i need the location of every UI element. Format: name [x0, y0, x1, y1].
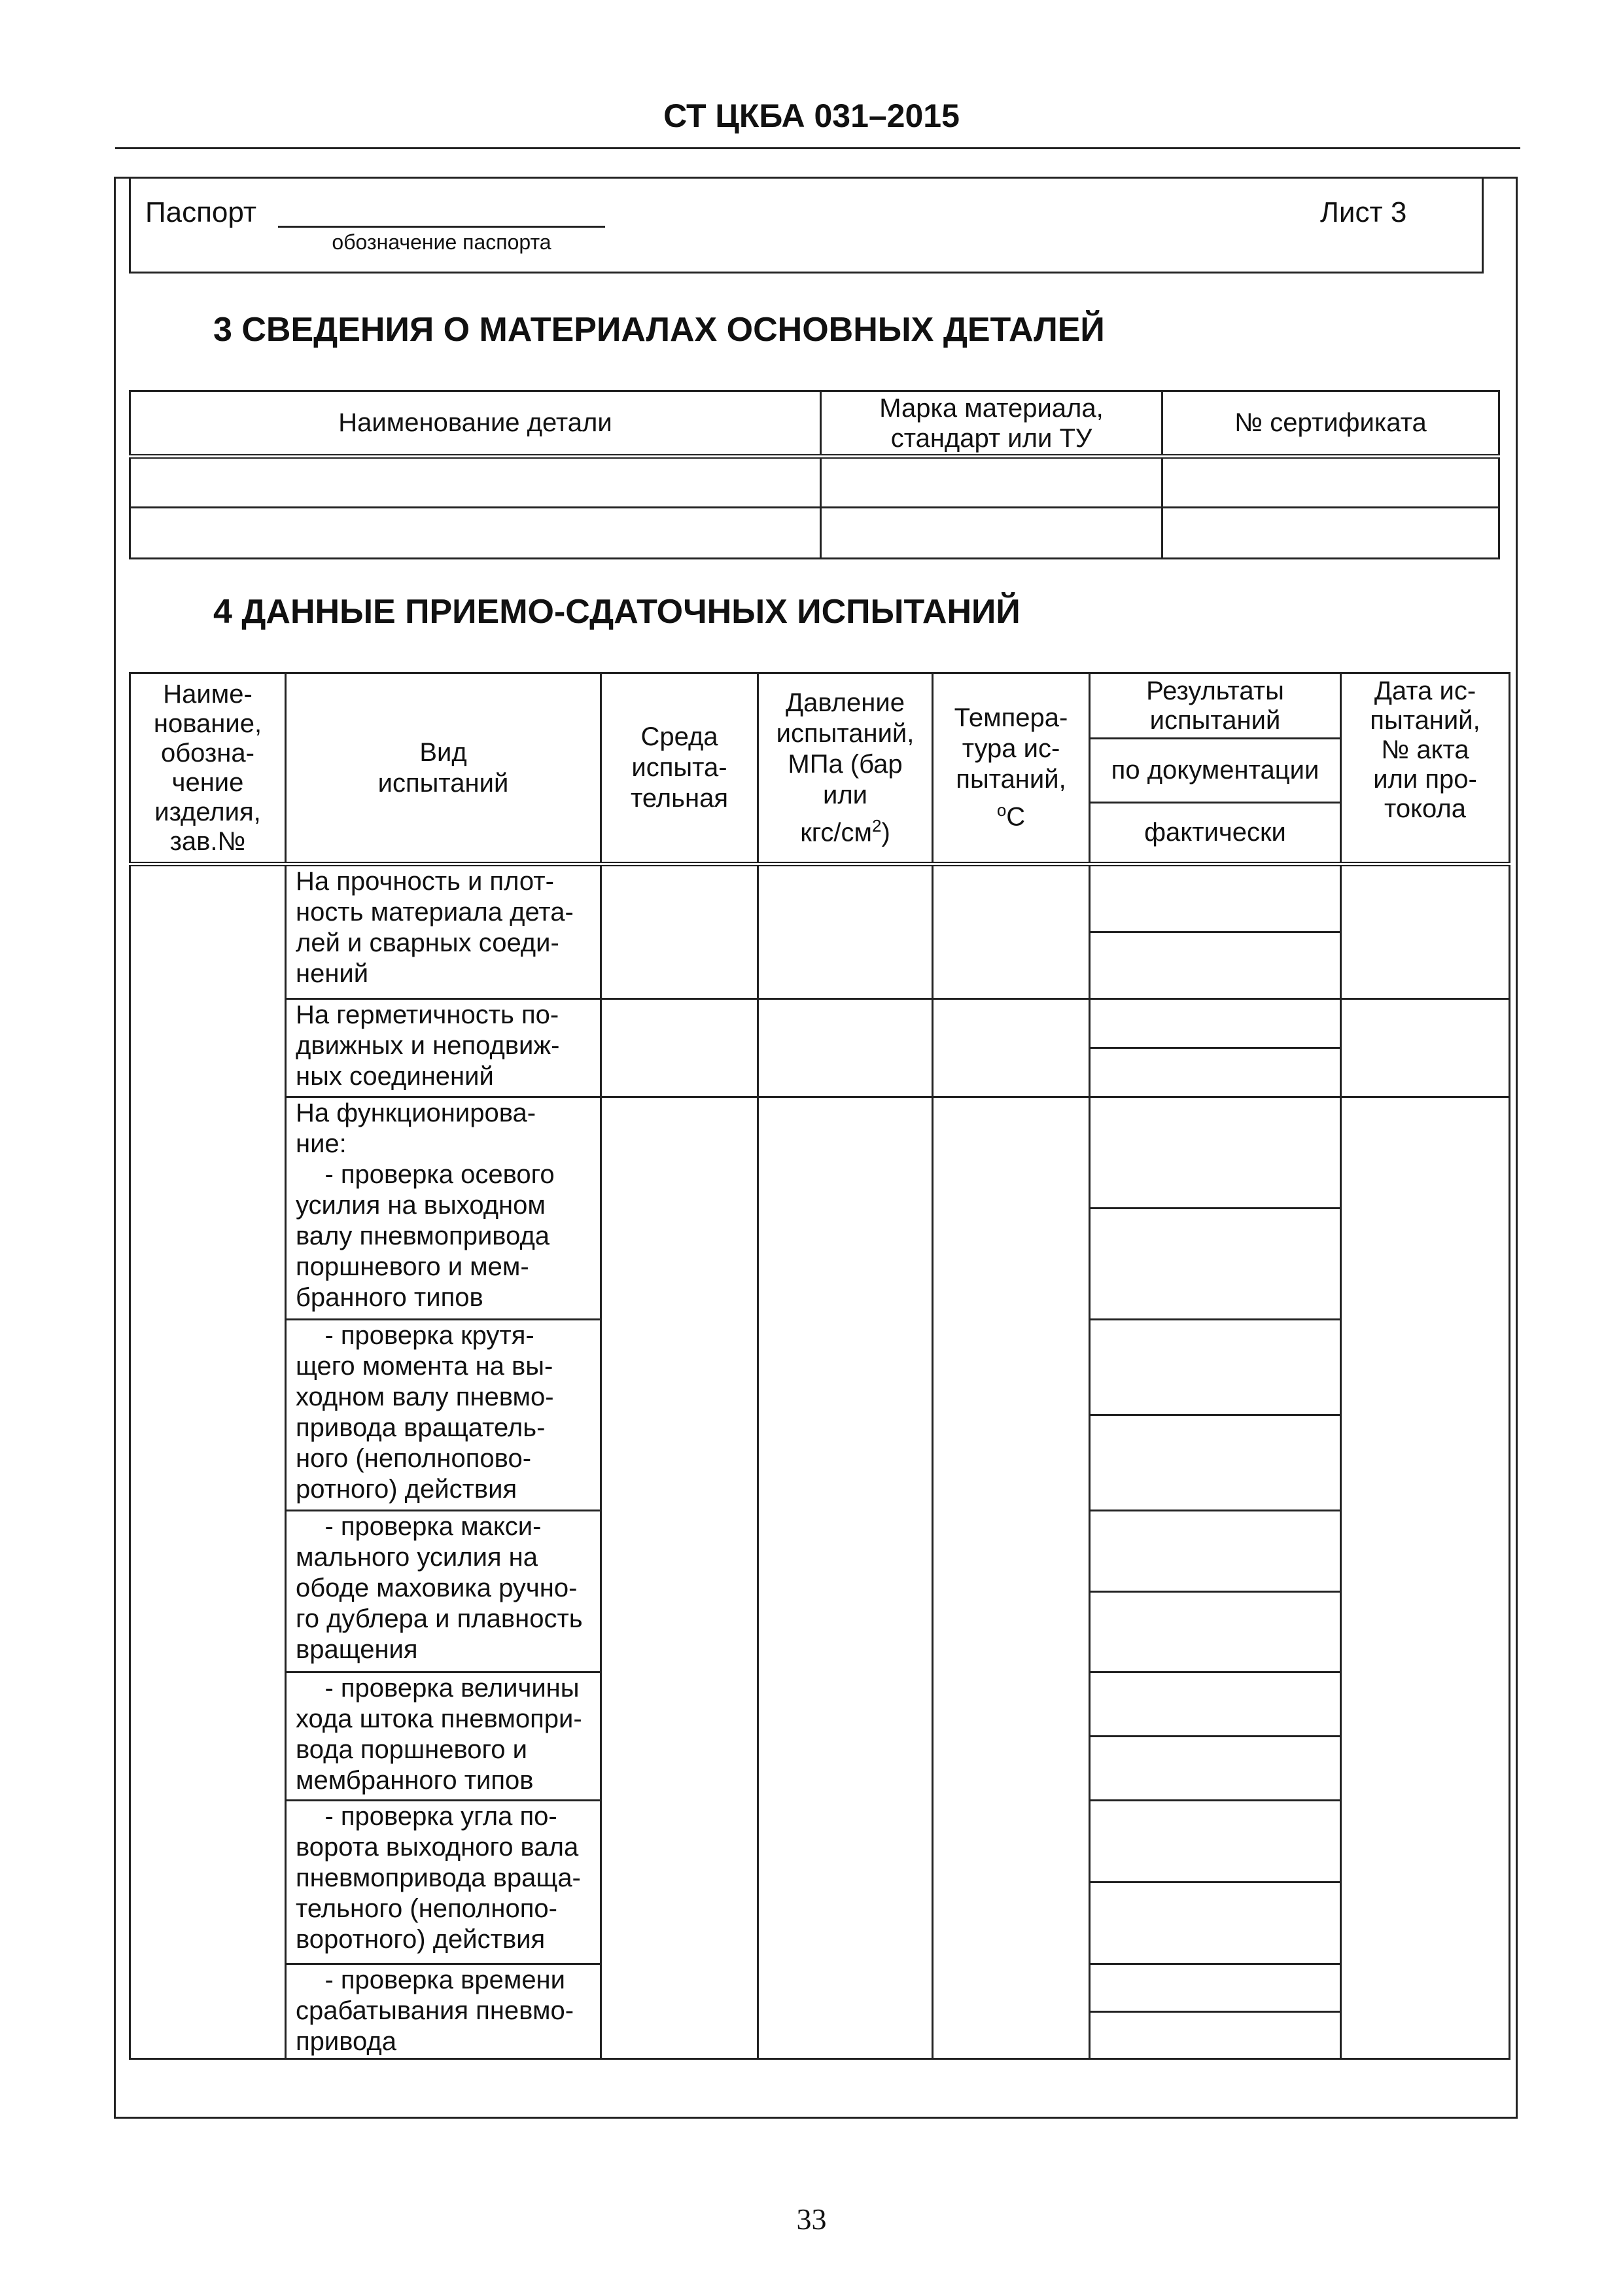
table-row: [130, 1097, 1510, 1320]
table-cell[interactable]: [601, 1097, 758, 2059]
table-cell[interactable]: [1341, 999, 1510, 1097]
materials-header-row: [130, 391, 1499, 457]
results-cell: [1090, 1320, 1341, 1511]
test-tightness: На герметичность по- движных и неподвиж- ных соединений: [286, 999, 601, 1097]
result-docs-value[interactable]: [1091, 1000, 1340, 1047]
temperature-unit: С: [1006, 802, 1026, 832]
results-cell: [1090, 1964, 1341, 2059]
sheet-number: Лист 3: [1320, 196, 1407, 228]
col-test-temperature: [933, 673, 1090, 864]
table-cell[interactable]: [821, 457, 1162, 508]
result-docs-value[interactable]: [1091, 1511, 1340, 1591]
table-cell[interactable]: [601, 999, 758, 1097]
results-cell: [1090, 864, 1341, 999]
result-actual-value[interactable]: [1091, 1591, 1340, 1672]
results-label: Результаты испытаний: [1146, 676, 1284, 735]
result-docs-value[interactable]: [1091, 1320, 1340, 1414]
result-actual-value[interactable]: [1091, 1881, 1340, 1963]
passport-field-caption: обозначение паспорта: [332, 230, 551, 254]
table-cell[interactable]: [1341, 864, 1510, 999]
header-rule: [115, 147, 1520, 149]
col-test-type: Вид испытаний: [286, 673, 601, 864]
table-cell[interactable]: [1162, 457, 1499, 508]
result-actual-value[interactable]: [1091, 2011, 1340, 2058]
table-cell[interactable]: [758, 1097, 933, 2059]
table-cell[interactable]: [821, 508, 1162, 559]
table-cell[interactable]: [601, 864, 758, 999]
table-cell[interactable]: [933, 864, 1090, 999]
materials-table: [129, 390, 1500, 559]
test-strength: На прочность и плот- ность материала дета- лей и сварных соеди- нений: [286, 864, 601, 999]
col-material-grade: Марка материала, стандарт или ТУ: [821, 391, 1162, 457]
pressure-label-end: ): [881, 818, 890, 847]
results-cell: [1090, 1672, 1341, 1801]
col-test-date: Дата ис- пытаний, № акта или про- токола: [1341, 673, 1510, 864]
result-docs-value[interactable]: [1091, 1098, 1340, 1207]
table-cell[interactable]: [1162, 508, 1499, 559]
tests-header-row: [130, 673, 1510, 864]
table-cell[interactable]: [933, 999, 1090, 1097]
col-part-name: Наименование детали: [130, 391, 821, 457]
table-cell[interactable]: [758, 999, 933, 1097]
test-stroke: - проверка величины хода штока пневмопри- вода поршневого и мембранного типов: [286, 1672, 601, 1801]
table-row: [130, 999, 1510, 1097]
col-test-pressure: [758, 673, 933, 864]
results-cell: [1090, 1097, 1341, 1320]
degree-sign: о: [996, 800, 1007, 821]
tests-table: [129, 672, 1510, 2060]
table-row: [130, 508, 1499, 559]
result-docs-value[interactable]: [1091, 866, 1340, 931]
result-actual-value[interactable]: [1091, 931, 1340, 998]
col-test-medium: Среда испыта- тельная: [601, 673, 758, 864]
table-cell[interactable]: [130, 457, 821, 508]
result-actual-value[interactable]: [1091, 1207, 1340, 1318]
pressure-superscript: 2: [872, 815, 882, 836]
col-test-results: [1090, 673, 1341, 864]
result-actual-value[interactable]: [1091, 1047, 1340, 1096]
results-actual: фактически: [1091, 802, 1340, 862]
col-item-designation: Наиме- нование, обозна- чение изделия, зав.№: [130, 673, 286, 864]
table-row: [130, 457, 1499, 508]
test-rotation-angle: - проверка угла по- ворота выходного вала пневмопривода враща- тельного (неполнопо- воротного) действия: [286, 1801, 601, 1964]
passport-box: [129, 177, 1484, 274]
passport-label: Паспорт: [145, 196, 257, 228]
table-cell[interactable]: [758, 864, 933, 999]
pressure-label: Давление испытаний, МПа (бар или кгс/см: [776, 688, 915, 847]
result-actual-value[interactable]: [1091, 1414, 1340, 1510]
result-actual-value[interactable]: [1091, 1735, 1340, 1799]
page-number: 33: [796, 2202, 827, 2236]
test-handwheel-force: - проверка макси- мального усилия на ободе маховика ручно- го дублера и плавность вращения: [286, 1511, 601, 1672]
table-cell[interactable]: [130, 508, 821, 559]
passport-number-field[interactable]: [278, 226, 605, 228]
table-cell[interactable]: [130, 864, 286, 2059]
test-axial-force: На функционирова- ние: - проверка осевого усилия на выходном валу пневмопривода поршневого и мем- бранного типов: [286, 1097, 601, 1320]
results-cell: [1090, 999, 1341, 1097]
section-4-title: 4 ДАННЫЕ ПРИЕМО-СДАТОЧНЫХ ИСПЫТАНИЙ: [213, 593, 1021, 631]
result-docs-value[interactable]: [1091, 1965, 1340, 2011]
results-cell: [1090, 1801, 1341, 1964]
test-torque: - проверка крутя- щего момента на вы- ходном валу пневмо- привода вращатель- ного (неполнопово- ротного) действия: [286, 1320, 601, 1511]
temperature-label: Темпера- тура ис- пытаний,: [954, 703, 1068, 794]
result-docs-value[interactable]: [1091, 1801, 1340, 1881]
results-by-docs: по документации: [1091, 737, 1340, 802]
result-docs-value[interactable]: [1091, 1673, 1340, 1735]
col-certificate: № сертификата: [1162, 391, 1499, 457]
document-code: СТ ЦКБА 031–2015: [663, 97, 960, 134]
table-cell[interactable]: [1341, 1097, 1510, 2059]
section-3-title: 3 СВЕДЕНИЯ О МАТЕРИАЛАХ ОСНОВНЫХ ДЕТАЛЕЙ: [213, 311, 1105, 349]
table-cell[interactable]: [933, 1097, 1090, 2059]
table-row: [130, 864, 1510, 999]
test-response-time: - проверка времени срабатывания пневмо- привода: [286, 1964, 601, 2059]
results-cell: [1090, 1511, 1341, 1672]
